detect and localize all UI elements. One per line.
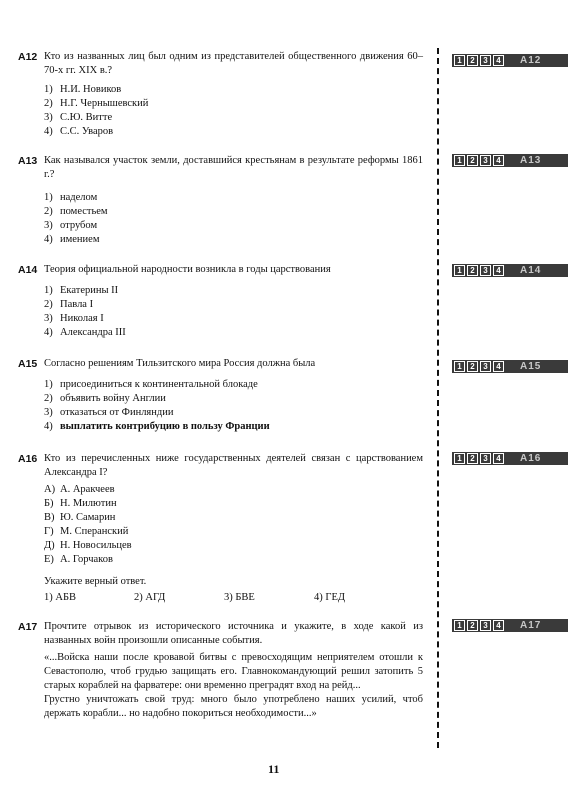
- answer-cell[interactable]: 4: [493, 620, 504, 631]
- question-number: A12: [18, 51, 38, 63]
- passage-paragraph: Грустно уничтожать свой труд: много было употреблено наших усилий, чтоб держать корабли... но надобно покориться необходимости...»: [44, 694, 423, 719]
- question-a12: [18, 50, 423, 139]
- option: 3) отказаться от Финляндии: [44, 407, 174, 418]
- question-text: Кто из перечисленных ниже государственных деятелей связан с царствованием Александра I?: [44, 453, 423, 478]
- answer-prompt: Укажите верный ответ.: [44, 576, 147, 587]
- option: 2) Павла I: [44, 299, 94, 310]
- question-text: Кто из названных лиц был одним из представителей общественного движения 60–70-х гг. XIX в.?: [44, 51, 423, 76]
- answer-choice: 3) БВЕ: [224, 592, 255, 603]
- option: 1) Н.И. Новиков: [44, 84, 122, 95]
- answer-cell[interactable]: 4: [493, 265, 504, 276]
- answer-cell[interactable]: 3: [480, 155, 491, 166]
- question-text: Согласно решениям Тильзитского мира Россия должна была: [44, 358, 316, 369]
- question-a17: [18, 620, 423, 721]
- question-a16: [18, 452, 423, 605]
- option: 1) наделом: [44, 192, 98, 203]
- question-text: Теория официальной народности возникла в годы царствования: [44, 264, 331, 275]
- answer-cell[interactable]: 2: [467, 55, 478, 66]
- answer-choices: [18, 591, 423, 605]
- answer-cell[interactable]: 2: [467, 620, 478, 631]
- option: 2) Н.Г. Чернышевский: [44, 98, 149, 109]
- option: 4) имением: [44, 234, 100, 245]
- answer-cell[interactable]: 1: [454, 361, 465, 372]
- answer-cell[interactable]: 1: [454, 155, 465, 166]
- answer-cell[interactable]: 3: [480, 55, 491, 66]
- cut-line-divider: [437, 48, 439, 748]
- answer-cell[interactable]: 3: [480, 620, 491, 631]
- question-text: Как назывался участок земли, доставшийся крестьянам в результате реформы 1861 г.?: [44, 155, 423, 180]
- answer-box-a12[interactable]: [452, 54, 568, 67]
- answer-cell[interactable]: 1: [454, 620, 465, 631]
- answer-choice: 2) АГД: [134, 592, 166, 603]
- answer-cell[interactable]: 3: [480, 453, 491, 464]
- option: 2) объявить войну Англии: [44, 393, 166, 404]
- option: 3) С.Ю. Витте: [44, 112, 113, 123]
- answer-cell[interactable]: 1: [454, 55, 465, 66]
- option: Д) Н. Новосильцев: [44, 540, 132, 551]
- answer-box-label: A17: [520, 620, 542, 631]
- question-a13: [18, 154, 423, 247]
- option: А) А. Аракчеев: [44, 484, 115, 495]
- answer-box-label: A16: [520, 453, 542, 464]
- question-a15: [18, 357, 423, 434]
- answer-box-a16[interactable]: [452, 452, 568, 465]
- option: 1) Екатерины II: [44, 285, 119, 296]
- answer-box-label: A12: [520, 55, 542, 66]
- option: 4) выплатить контрибуцию в пользу Франции: [44, 421, 270, 432]
- answer-box-a14[interactable]: [452, 264, 568, 277]
- question-a14: [18, 263, 423, 340]
- option: 3) Николая I: [44, 313, 104, 324]
- answer-box-label: A13: [520, 155, 542, 166]
- answer-choice: 1) АБВ: [44, 592, 76, 603]
- answer-cell[interactable]: 2: [467, 361, 478, 372]
- answer-box-a17[interactable]: [452, 619, 568, 632]
- answer-cell[interactable]: 4: [493, 55, 504, 66]
- answer-cell[interactable]: 1: [454, 453, 465, 464]
- page-number: 11: [268, 762, 280, 776]
- source-passage: [18, 651, 423, 721]
- passage-paragraph: «...Войска наши после кровавой битвы с превосходящим неприятелем отошли к Севастополю, чтоб грудью защищать его. Главнокомандующий решил затопить 5 старых кораблей на фарватере: они временно преградят вход на рейд...: [44, 652, 423, 691]
- question-number: A15: [18, 358, 38, 370]
- answer-box-a15[interactable]: [452, 360, 568, 373]
- answer-cell[interactable]: 3: [480, 361, 491, 372]
- answer-cell[interactable]: 3: [480, 265, 491, 276]
- option: 3) отрубом: [44, 220, 98, 231]
- question-number: A17: [18, 621, 38, 633]
- answer-box-a13[interactable]: [452, 154, 568, 167]
- answer-cell[interactable]: 2: [467, 265, 478, 276]
- question-number: A16: [18, 453, 38, 465]
- option: 1) присоединиться к континентальной блокаде: [44, 379, 258, 390]
- option: 2) поместьем: [44, 206, 108, 217]
- question-number: A13: [18, 155, 38, 167]
- option: В) Ю. Самарин: [44, 512, 116, 523]
- question-text: Прочтите отрывок из исторического источника и укажите, в ходе какой из названных войн произошли описанные события.: [44, 621, 423, 646]
- option: Е) А. Горчаков: [44, 554, 113, 565]
- answer-cell[interactable]: 4: [493, 155, 504, 166]
- option: Г) М. Сперанский: [44, 526, 129, 537]
- answer-box-label: A14: [520, 265, 542, 276]
- answer-choice: 4) ГЕД: [314, 592, 346, 603]
- question-number: A14: [18, 264, 38, 276]
- answer-cell[interactable]: 2: [467, 453, 478, 464]
- answer-box-label: A15: [520, 361, 542, 372]
- answer-cell[interactable]: 4: [493, 453, 504, 464]
- option: 4) Александра III: [44, 327, 126, 338]
- answer-cell[interactable]: 2: [467, 155, 478, 166]
- option: Б) Н. Милютин: [44, 498, 117, 509]
- answer-cell[interactable]: 1: [454, 265, 465, 276]
- option: 4) С.С. Уваров: [44, 126, 114, 137]
- answer-cell[interactable]: 4: [493, 361, 504, 372]
